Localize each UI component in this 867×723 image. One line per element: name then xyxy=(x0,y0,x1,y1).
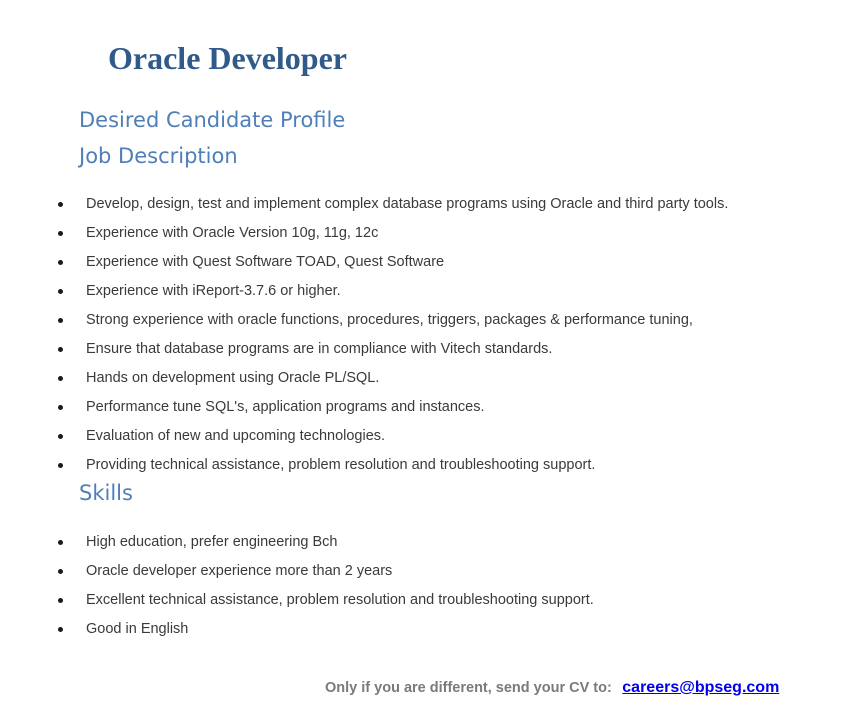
list-item-text: Strong experience with oracle functions, procedures, triggers, packages & performance tuning, xyxy=(86,312,693,328)
footer-text: Only if you are different, send your CV to: xyxy=(325,680,612,696)
page-title: Oracle Developer xyxy=(108,40,347,76)
bullet-icon xyxy=(58,376,63,381)
list-item-text: High education, prefer engineering Bch xyxy=(86,534,338,550)
bullet-icon xyxy=(58,463,63,468)
list-item-text: Experience with Oracle Version 10g, 11g, 12c xyxy=(86,225,379,241)
list-item-text: Hands on development using Oracle PL/SQL. xyxy=(86,370,380,386)
list-item-text: Evaluation of new and upcoming technologies. xyxy=(86,428,386,444)
list-item-text: Experience with iReport-3.7.6 or higher. xyxy=(86,283,341,299)
profile-heading: Desired Candidate Profile xyxy=(79,108,346,132)
bullet-icon xyxy=(58,289,63,294)
bullet-icon xyxy=(58,598,63,603)
email-link[interactable]: careers@bpseg.com xyxy=(622,679,780,696)
bullet-icon xyxy=(58,347,63,352)
bullet-icon xyxy=(58,405,63,410)
bullet-icon xyxy=(58,540,63,545)
bullet-icon xyxy=(58,231,63,236)
list-item-text: Experience with Quest Software TOAD, Quest Software xyxy=(86,254,445,270)
list-item-text: Providing technical assistance, problem resolution and troubleshooting support. xyxy=(86,457,596,473)
bullet-icon xyxy=(58,318,63,323)
bullet-icon xyxy=(58,434,63,439)
footer xyxy=(325,679,779,697)
skills-heading: Skills xyxy=(79,481,133,505)
job-description-heading: Job Description xyxy=(79,144,238,168)
list-item-text: Oracle developer experience more than 2 years xyxy=(86,563,393,579)
bullet-icon xyxy=(58,202,63,207)
bullet-icon xyxy=(58,627,63,632)
list-item-text: Develop, design, test and implement complex database programs using Oracle and third party tools. xyxy=(86,196,729,212)
list-item-text: Ensure that database programs are in compliance with Vitech standards. xyxy=(86,341,553,357)
list-item-text: Good in English xyxy=(86,621,189,637)
bullet-icon xyxy=(58,260,63,265)
bullet-icon xyxy=(58,569,63,574)
list-item-text: Performance tune SQL's, application programs and instances. xyxy=(86,399,485,415)
list-item-text: Excellent technical assistance, problem resolution and troubleshooting support. xyxy=(86,592,594,608)
